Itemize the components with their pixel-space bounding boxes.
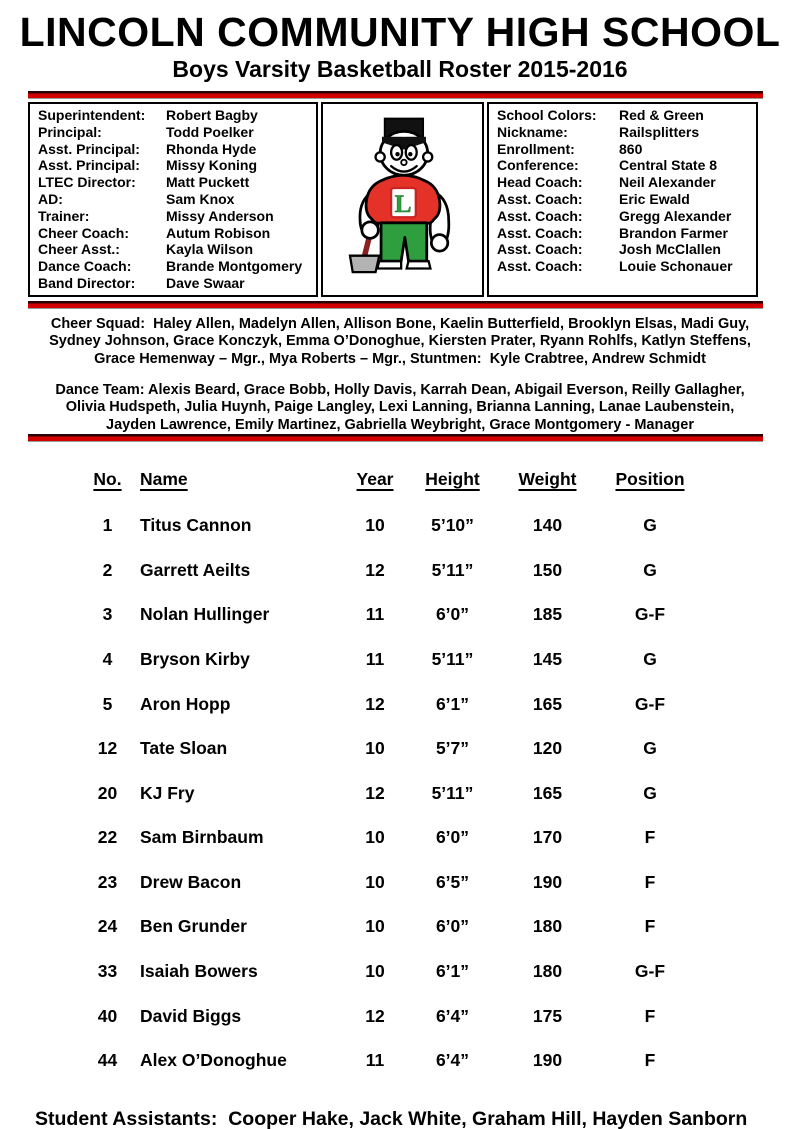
- school-info-row: [497, 107, 750, 124]
- staff-role-label: Asst. Principal:: [38, 140, 140, 157]
- school-info-row: [497, 124, 750, 141]
- school-info-value: Neil Alexander: [619, 174, 716, 191]
- staff-person-name: Missy Anderson: [166, 207, 274, 224]
- roster-row: [85, 726, 800, 771]
- railsplitter-mascot-icon: [339, 111, 467, 287]
- player-height: 6’4”: [435, 1005, 470, 1026]
- player-year: 10: [365, 827, 385, 848]
- player-position: G: [643, 782, 657, 803]
- school-info-value: Brandon Farmer: [619, 224, 728, 241]
- player-year: 10: [365, 916, 385, 937]
- player-year: 10: [365, 961, 385, 982]
- player-height: 5’11”: [431, 648, 474, 669]
- dance-team-line: Olivia Hudspeth, Julia Huynh, Paige Langley, Lexi Lanning, Brianna Lanning, Lanae Laubenstein,: [65, 399, 735, 416]
- staff-row: [38, 141, 310, 158]
- player-name: Drew Bacon: [140, 871, 242, 892]
- cheer-squad-line: Grace Hemenway – Mgr., Mya Roberts – Mgr., Stuntmen: Kyle Crabtree, Andrew Schmidt: [94, 350, 706, 367]
- player-position: F: [644, 1050, 656, 1071]
- staff-row: [38, 208, 310, 225]
- header-height: Height: [425, 469, 480, 490]
- header-position: Position: [615, 469, 685, 490]
- school-info-row: [497, 174, 750, 191]
- red-divider-middle: [28, 301, 763, 309]
- player-name: Nolan Hullinger: [140, 604, 270, 625]
- school-info-value: Eric Ewald: [619, 190, 690, 207]
- player-name: Alex O’Donoghue: [140, 1050, 287, 1071]
- player-height: 6’1”: [435, 961, 470, 982]
- cheer-squad-line: Sydney Johnson, Grace Konczyk, Emma O’Donoghue, Kiersten Prater, Ryann Rohlfs, Katlyn Steffens,: [49, 333, 751, 350]
- player-number: 24: [97, 916, 118, 937]
- player-height: 6’0”: [435, 604, 470, 625]
- player-year: 12: [365, 782, 385, 803]
- school-info-value: Josh McClallen: [619, 241, 721, 258]
- roster-row: [85, 949, 800, 994]
- dance-team-list: [0, 382, 800, 435]
- roster-row: [85, 503, 800, 548]
- staff-role-label: Trainer:: [38, 207, 90, 224]
- player-weight: 165: [532, 693, 563, 714]
- mascot-box: [321, 102, 484, 297]
- staff-person-name: Matt Puckett: [166, 174, 250, 191]
- player-number: 33: [97, 961, 118, 982]
- staff-info-box: [28, 102, 318, 297]
- player-name: Aron Hopp: [140, 693, 231, 714]
- player-number: 5: [102, 693, 113, 714]
- school-info-row: [497, 208, 750, 225]
- player-number: 4: [102, 648, 113, 669]
- player-height: 5’11”: [431, 559, 474, 580]
- staff-row: [38, 225, 310, 242]
- staff-person-name: Kayla Wilson: [166, 241, 254, 258]
- player-name: Isaiah Bowers: [140, 961, 258, 982]
- player-position: F: [644, 827, 656, 848]
- player-year: 10: [365, 515, 385, 536]
- school-info-value: Red & Green: [619, 107, 704, 123]
- player-year: 12: [365, 1005, 385, 1026]
- player-number: 23: [97, 871, 118, 892]
- player-weight: 180: [532, 916, 563, 937]
- staff-role-label: LTEC Director:: [38, 174, 136, 191]
- staff-role-label: Asst. Principal:: [38, 157, 140, 174]
- staff-row: [38, 258, 310, 275]
- player-name: Garrett Aeilts: [140, 559, 251, 580]
- svg-text:L: L: [393, 189, 412, 219]
- info-boxes-row: [28, 102, 758, 297]
- roster-row: [85, 682, 800, 727]
- school-info-label: School Colors:: [497, 107, 597, 123]
- player-number: 2: [102, 559, 113, 580]
- staff-role-label: Cheer Coach:: [38, 224, 130, 241]
- staff-role-label: Principal:: [38, 123, 102, 140]
- player-weight: 165: [532, 782, 563, 803]
- student-assistants-line: Student Assistants: Cooper Hake, Jack White, Graham Hill, Hayden Sanborn: [35, 1108, 748, 1129]
- player-height: 6’0”: [435, 916, 470, 937]
- player-name: Ben Grunder: [140, 916, 247, 937]
- school-info-label: Nickname:: [497, 123, 568, 140]
- school-info-row: [497, 191, 750, 208]
- staff-row: [38, 107, 310, 124]
- player-year: 10: [365, 738, 385, 759]
- roster-header-row: [85, 469, 800, 503]
- player-year: 12: [365, 693, 385, 714]
- player-weight: 150: [532, 559, 563, 580]
- player-number: 1: [102, 515, 113, 536]
- player-number: 44: [97, 1050, 118, 1071]
- staff-role-label: Superintendent:: [38, 107, 146, 123]
- player-weight: 170: [532, 827, 563, 848]
- player-weight: 180: [532, 961, 563, 982]
- staff-row: [38, 191, 310, 208]
- school-info-row: [497, 225, 750, 242]
- player-name: Tate Sloan: [140, 738, 228, 759]
- staff-role-label: Cheer Asst.:: [38, 241, 120, 258]
- player-height: 5’11”: [431, 782, 474, 803]
- staff-row: [38, 124, 310, 141]
- player-name: David Biggs: [140, 1005, 242, 1026]
- player-year: 10: [365, 871, 385, 892]
- roster-table: [85, 469, 800, 1083]
- staff-person-name: Dave Swaar: [166, 274, 245, 291]
- player-number: 3: [102, 604, 113, 625]
- staff-person-name: Todd Poelker: [166, 123, 254, 140]
- player-weight: 145: [532, 648, 563, 669]
- page-subtitle: Boys Varsity Basketball Roster 2015-2016: [172, 56, 628, 82]
- school-info-row: [497, 157, 750, 174]
- roster-body: [85, 503, 800, 1083]
- staff-row: [38, 174, 310, 191]
- staff-person-name: Missy Koning: [166, 157, 258, 174]
- staff-person-name: Sam Knox: [166, 190, 235, 207]
- player-name: Bryson Kirby: [140, 648, 250, 669]
- staff-person-name: Autum Robison: [166, 224, 271, 241]
- school-info-label: Asst. Coach:: [497, 241, 583, 258]
- player-number: 12: [97, 738, 118, 759]
- player-year: 12: [365, 559, 385, 580]
- cheer-squad-list: [0, 316, 800, 369]
- dance-team-line: Jayden Lawrence, Emily Martinez, Gabriella Weybright, Grace Montgomery - Manager: [106, 416, 694, 433]
- header-name: Name: [140, 469, 188, 490]
- school-info-row: [497, 141, 750, 158]
- page-title: LINCOLN COMMUNITY HIGH SCHOOL: [19, 9, 781, 55]
- staff-person-name: Brande Montgomery: [166, 258, 303, 275]
- staff-person-name: Robert Bagby: [166, 107, 258, 123]
- header-year: Year: [356, 469, 394, 490]
- staff-role-label: Band Director:: [38, 274, 136, 291]
- school-info-value: Louie Schonauer: [619, 258, 733, 275]
- school-info-label: Asst. Coach:: [497, 224, 583, 241]
- roster-row: [85, 994, 800, 1039]
- player-name: Titus Cannon: [140, 515, 252, 536]
- player-position: G: [643, 515, 657, 536]
- player-weight: 175: [532, 1005, 563, 1026]
- school-info-label: Head Coach:: [497, 174, 583, 191]
- roster-row: [85, 860, 800, 905]
- staff-role-label: Dance Coach:: [38, 258, 132, 275]
- dance-team-line: Dance Team: Alexis Beard, Grace Bobb, Holly Davis, Karrah Dean, Abigail Everson, Reilly Gallagher,: [55, 381, 745, 398]
- player-weight: 190: [532, 1050, 563, 1071]
- school-info-value: Gregg Alexander: [619, 207, 732, 224]
- header-no: No.: [93, 469, 122, 490]
- roster-row: [85, 593, 800, 638]
- roster-row: [85, 637, 800, 682]
- player-weight: 120: [532, 738, 563, 759]
- player-year: 11: [365, 648, 385, 669]
- staff-role-label: AD:: [38, 190, 63, 207]
- player-number: 40: [97, 1005, 118, 1026]
- school-info-row: [497, 241, 750, 258]
- staff-row: [38, 275, 310, 292]
- school-info-value: Central State 8: [619, 157, 718, 174]
- header-weight: Weight: [518, 469, 577, 490]
- school-info-box: [487, 102, 758, 297]
- school-info-label: Asst. Coach:: [497, 207, 583, 224]
- player-height: 5’10”: [431, 515, 474, 536]
- player-weight: 140: [532, 515, 563, 536]
- player-height: 6’5”: [435, 871, 470, 892]
- player-weight: 185: [532, 604, 563, 625]
- school-info-label: Asst. Coach:: [497, 258, 583, 275]
- player-position: G-F: [634, 961, 666, 982]
- school-info-value: 860: [619, 140, 643, 157]
- player-number: 20: [97, 782, 118, 803]
- school-info-label: Conference:: [497, 157, 579, 174]
- player-position: F: [644, 916, 656, 937]
- red-divider-top: [28, 91, 763, 99]
- player-number: 22: [97, 827, 118, 848]
- red-divider-bottom: [28, 434, 763, 442]
- player-name: Sam Birnbaum: [140, 827, 264, 848]
- school-info-label: Asst. Coach:: [497, 190, 583, 207]
- player-name: KJ Fry: [140, 782, 195, 803]
- roster-row: [85, 1038, 800, 1083]
- staff-row: [38, 157, 310, 174]
- player-position: G-F: [634, 693, 666, 714]
- player-year: 11: [365, 604, 385, 625]
- cheer-squad-line: Cheer Squad: Haley Allen, Madelyn Allen, Allison Bone, Kaelin Butterfield, Brooklyn Elsas, Madi Guy,: [50, 315, 750, 332]
- staff-row: [38, 241, 310, 258]
- player-position: G: [643, 559, 657, 580]
- player-position: G: [643, 648, 657, 669]
- player-position: G-F: [634, 604, 666, 625]
- roster-row: [85, 548, 800, 593]
- school-info-row: [497, 258, 750, 275]
- school-info-value: Railsplitters: [619, 123, 700, 140]
- player-position: F: [644, 1005, 656, 1026]
- school-info-label: Enrollment:: [497, 140, 575, 157]
- player-weight: 190: [532, 871, 563, 892]
- player-position: F: [644, 871, 656, 892]
- player-position: G: [643, 738, 657, 759]
- roster-row: [85, 771, 800, 816]
- roster-row: [85, 815, 800, 860]
- roster-row: [85, 905, 800, 950]
- player-height: 6’4”: [435, 1050, 470, 1071]
- player-height: 5’7”: [435, 738, 470, 759]
- player-height: 6’1”: [435, 693, 470, 714]
- player-year: 11: [365, 1050, 385, 1071]
- player-height: 6’0”: [435, 827, 470, 848]
- staff-person-name: Rhonda Hyde: [166, 140, 257, 157]
